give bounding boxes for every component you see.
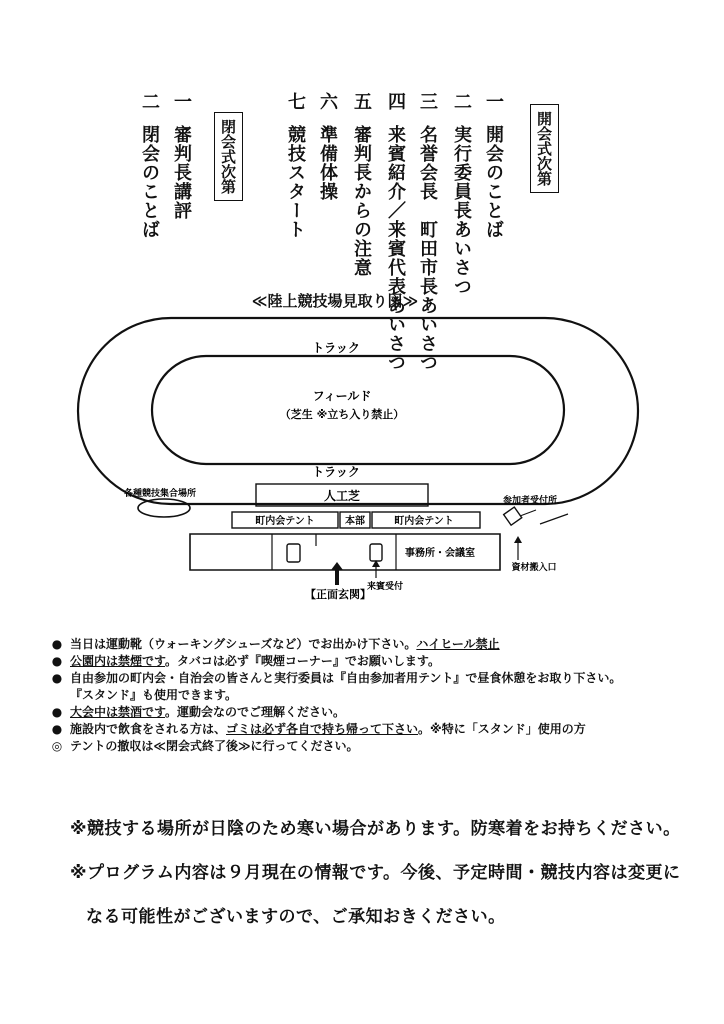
opening-ceremony-heading: 開会式次第 [530, 104, 559, 193]
opening-item-1: 一開会のことば [483, 92, 504, 239]
opening-item-5: 五審判長からの注意 [351, 92, 372, 277]
track-label-bottom: トラック [312, 465, 360, 479]
note-3: ● 自由参加の町内会・自治会の皆さんと実行委員は『自由参加者用テント』で昼食休憩をお取り下さい。 [51, 671, 622, 685]
main-entrance-label: 【正面玄関】 [305, 588, 371, 601]
notes-list [48, 636, 688, 755]
assembly-label: 各種競技集合場所 [123, 489, 197, 499]
participant-reception-label: 参加者受付所 [502, 496, 558, 506]
participant-reception-booth [504, 507, 522, 525]
note-2: ● 公園内は禁煙です。タバコは必ず『喫煙コーナー』でお願いします。 [51, 654, 440, 668]
note-1: ● 当日は運動靴（ウォーキングシューズなど）でお出かけ下さい。ハイヒール禁止 [51, 637, 500, 651]
assembly-area [138, 499, 190, 517]
note-6: ◎ テントの撤収は≪閉会式終了後≫に行ってください。 [51, 739, 359, 753]
svg-text:本部: 本部 [345, 516, 365, 527]
svg-text:町内会テント: 町内会テント [255, 516, 315, 527]
closing-item-2: 二閉会のことば [139, 92, 160, 239]
opening-item-6: 六準備体操 [317, 92, 338, 201]
svg-text:町内会テント: 町内会テント [394, 516, 454, 527]
program-notice: ※プログラム内容は９月現在の情報です。今後、予定時間・競技内容は変更に [70, 863, 681, 883]
cold-warning: ※競技する場所が日陰のため寒い場合があります。防寒着をお持ちください。 [70, 819, 681, 839]
guest-reception-desk [370, 544, 382, 561]
track-label-top: トラック [312, 341, 360, 355]
note-5: ● 施設内で飲食をされる方は、ゴミは必ず各自で持ち帰って下さい。※特に「スタンド」使用の方 [51, 722, 586, 736]
guest-reception-label: 来賓受付 [366, 582, 404, 592]
note-3-continued: 『スタンド』も使用できます。 [70, 688, 238, 702]
artificial-turf-label: 人工芝 [323, 489, 361, 503]
opening-item-2: 二実行委員長あいさつ [451, 92, 472, 296]
program-notice-continued: なる可能性がございますので、ご承知おきください。 [86, 907, 506, 927]
material-entrance-label: 資材搬入口 [511, 563, 557, 573]
opening-item-7: 七競技スタート [285, 92, 306, 239]
left-door [287, 544, 300, 562]
closing-item-1: 一審判長講評 [171, 92, 192, 220]
note-4: ● 大会中は禁酒です。運動会なのでご理解ください。 [51, 705, 346, 719]
opening-item-4: 四来賓紹介／来賓代表あいさつ [385, 92, 406, 372]
main-entrance-arrow [331, 562, 343, 585]
field-note: （芝生 ※立ち入り禁止） [279, 408, 405, 421]
map-title: ≪陸上競技場見取り図≫ [251, 292, 419, 310]
opening-item-3: 三名誉会長 町田市長あいさつ [417, 92, 438, 372]
office-label: 事務所・会議室 [405, 548, 475, 559]
closing-ceremony-heading: 閉会式次第 [214, 112, 243, 201]
field-label: フィールド [312, 389, 372, 403]
